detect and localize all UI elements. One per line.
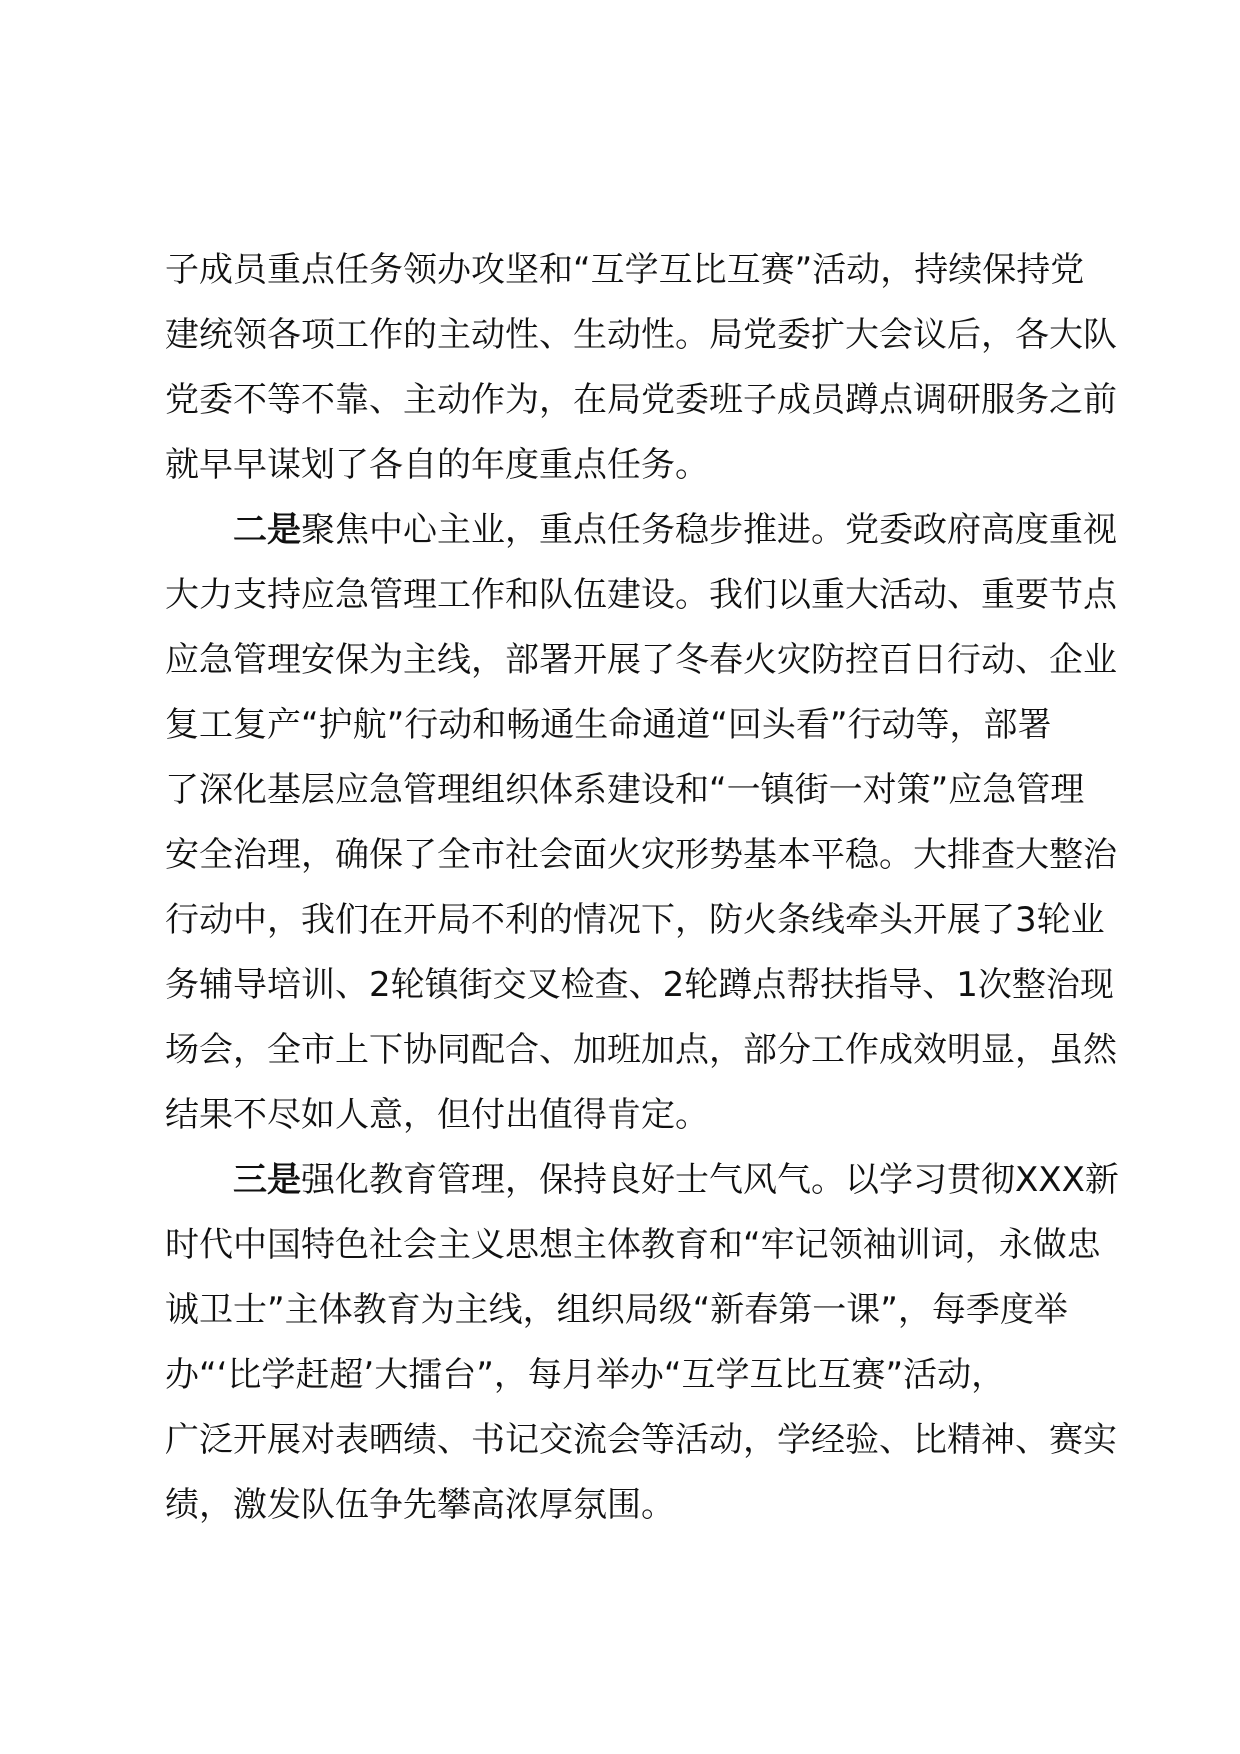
text-line: 应急管理安保为主线，部署开展了冬春火灾防控百日行动、企业 [165,640,1117,680]
paragraph-3 [165,1148,1119,1538]
text-line: 绩，激发队伍争先攀高浓厚氛围。 [165,1485,675,1525]
text-line: 务辅导培训、2轮镇街交叉检查、2轮蹲点帮扶指导、1次整治现 [165,965,1114,1005]
text-line: 大力支持应急管理工作和队伍建设。我们以重大活动、重要节点 [165,575,1117,615]
text-line-first [165,498,1117,563]
paragraph-1 [165,238,1117,498]
text-line-body: 强化教育管理，保持良好士气风气。以学习贯彻XXX新 [301,1160,1119,1200]
text-line: 结果不尽如人意，但付出值得肯定。 [165,1095,709,1135]
text-line-body: 聚焦中心主业，重点任务稳步推进。党委政府高度重视 [301,510,1117,550]
text-line: 行动中，我们在开局不利的情况下，防火条线牵头开展了3轮业 [165,900,1105,940]
text-line: 党委不等不靠、主动作为，在局党委班子成员蹲点调研服务之前 [165,380,1117,420]
text-line: 就早早谋划了各自的年度重点任务。 [165,445,709,485]
text-line: 安全治理，确保了全市社会面火灾形势基本平稳。大排查大整治 [165,835,1117,875]
text-line: 场会，全市上下协同配合、加班加点，部分工作成效明显，虽然 [165,1030,1117,1070]
text-line-first [165,1148,1119,1213]
text-line: 复工复产“护航”行动和畅通生命通道“回头看”行动等，部署 [165,705,1052,745]
document-body [165,238,1119,1538]
paragraph-lead: 三是 [233,1160,301,1200]
text-line: 广泛开展对表晒绩、书记交流会等活动，学经验、比精神、赛实 [165,1420,1117,1460]
paragraph-2 [165,498,1117,1148]
text-line: 诚卫士”主体教育为主线，组织局级“新春第一课”，每季度举 [165,1290,1068,1330]
text-line: 时代中国特色社会主义思想主体教育和“牢记领袖训词，永做忠 [165,1225,1101,1265]
paragraph-lead: 二是 [233,510,301,550]
text-line: 办“‘比学赶超’大擂台”，每月举办“互学互比互赛”活动， [165,1355,1006,1395]
text-line: 了深化基层应急管理组织体系建设和“一镇街一对策”应急管理 [165,770,1085,810]
text-line: 建统领各项工作的主动性、生动性。局党委扩大会议后，各大队 [165,315,1117,355]
text-line: 子成员重点任务领办攻坚和“互学互比互赛”活动，持续保持党 [165,250,1085,290]
